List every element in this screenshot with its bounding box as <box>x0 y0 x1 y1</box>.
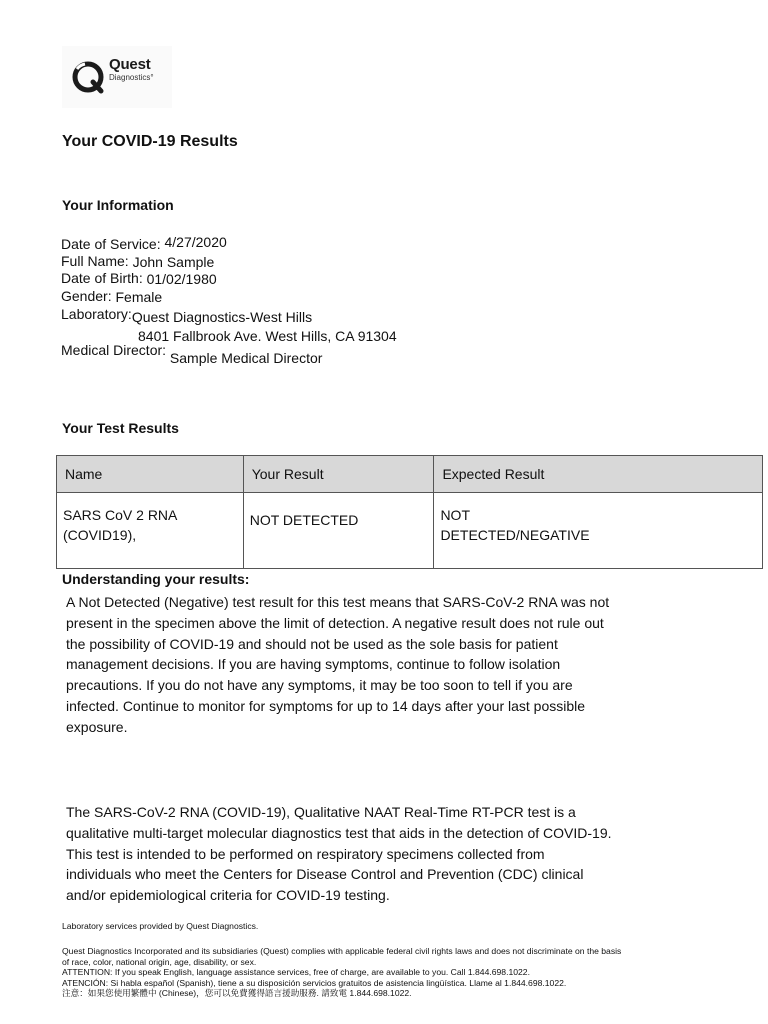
info-label: Gender: <box>61 288 112 304</box>
quest-logo-icon <box>71 60 105 94</box>
info-value: Female <box>115 289 163 305</box>
results-heading: Your Test Results <box>62 420 179 436</box>
info-label: Medical Director: <box>61 342 167 358</box>
logo-brand: Quest <box>109 56 151 73</box>
expected-line2: DETECTED/NEGATIVE <box>440 527 590 543</box>
nondiscrimination-notice <box>62 946 742 999</box>
text-line: infected. Continue to monitor for symptoms for up to 14 days after your last possible <box>66 697 586 714</box>
info-label: Date of Birth: <box>61 270 143 286</box>
text-line: This test is intended to be performed on respiratory specimens collected from <box>66 845 545 862</box>
info-laboratory-address: 8401 Fallbrook Ave. West Hills, CA 91304 <box>138 328 397 344</box>
info-date-of-service <box>61 236 227 253</box>
info-full-name <box>61 253 214 270</box>
text-line: The SARS-CoV-2 RNA (COVID-19), Qualitative NAAT Real-Time RT-PCR test is a <box>66 804 576 820</box>
page-title: Your COVID-19 Results <box>62 133 238 150</box>
understanding-heading: Understanding your results: <box>62 571 250 587</box>
text-line: qualitative multi-target molecular diagnostics test that aids in the detection of COVID-19. <box>66 824 612 841</box>
text-line: and/or epidemiological criteria for COVID-19 testing. <box>66 887 390 904</box>
info-gender <box>61 288 162 305</box>
info-laboratory <box>61 306 312 323</box>
cell-your-result: NOT DETECTED <box>243 493 434 569</box>
info-heading: Your Information <box>62 197 174 213</box>
notice-line: ATENCIÓN: Si habla español (Spanish), tiene a su disposición servicios gratuitos de asistencia lingüística. Llame al 1.844.698.1022. <box>62 977 567 988</box>
info-value: John Sample <box>132 254 215 270</box>
understanding-text <box>66 592 666 738</box>
table-row <box>57 493 763 569</box>
column-header-your-result: Your Result <box>243 456 434 493</box>
info-date-of-birth <box>61 270 217 287</box>
text-line: exposure. <box>66 718 128 735</box>
info-label: Laboratory: <box>61 306 132 322</box>
text-line: A Not Detected (Negative) test result for this test means that SARS-CoV-2 RNA was not <box>66 594 610 610</box>
quest-logo <box>62 46 172 108</box>
info-medical-director <box>61 342 323 366</box>
test-name-line2: (COVID19), <box>63 527 137 543</box>
text-line: management decisions. If you are having symptoms, continue to follow isolation <box>66 656 561 673</box>
info-value: 01/02/1980 <box>146 271 217 287</box>
logo-subtitle: Diagnostics° <box>109 73 154 82</box>
info-value: 4/27/2020 <box>164 234 227 250</box>
notice-line: of race, color, national origin, age, disability, or sex. <box>62 956 257 967</box>
column-header-expected-result: Expected Result <box>434 456 763 493</box>
info-label: Date of Service: <box>61 236 161 252</box>
notice-line: ATTENTION: If you speak English, language assistance services, free of charge, are available to you. Call 1.844.698.1022. <box>62 967 530 977</box>
cell-test-name <box>57 493 244 569</box>
expected-line1: NOT <box>440 507 470 523</box>
test-name-line1: SARS CoV 2 RNA <box>63 507 178 523</box>
cell-expected-result <box>434 493 763 569</box>
info-value: Sample Medical Director <box>169 350 323 366</box>
table-header-row <box>57 456 763 493</box>
info-label: Full Name: <box>61 253 129 269</box>
notice-line: Quest Diagnostics Incorporated and its subsidiaries (Quest) complies with applicable federal civil rights laws and does not discriminate on the basis <box>62 946 622 956</box>
lab-services-note: Laboratory services provided by Quest Diagnostics. <box>62 921 259 931</box>
notice-line: 注意：如果您使用繁體中 (Chinese)，您可以免費獲得語言援助服務. 請致電 1.844.698.1022. <box>62 988 412 998</box>
info-value: Quest Diagnostics-West Hills <box>131 309 313 325</box>
text-line: precautions. If you do not have any symptoms, it may be too soon to tell if you are <box>66 677 573 694</box>
column-header-name: Name <box>57 456 244 493</box>
text-line: present in the specimen above the limit of detection. A negative result does not rule out <box>66 614 604 631</box>
results-table <box>56 455 763 569</box>
text-line: the possibility of COVID-19 and should not be used as the sole basis for patient <box>66 635 558 652</box>
text-line: individuals who meet the Centers for Disease Control and Prevention (CDC) clinical <box>66 866 584 883</box>
test-description <box>66 802 666 906</box>
